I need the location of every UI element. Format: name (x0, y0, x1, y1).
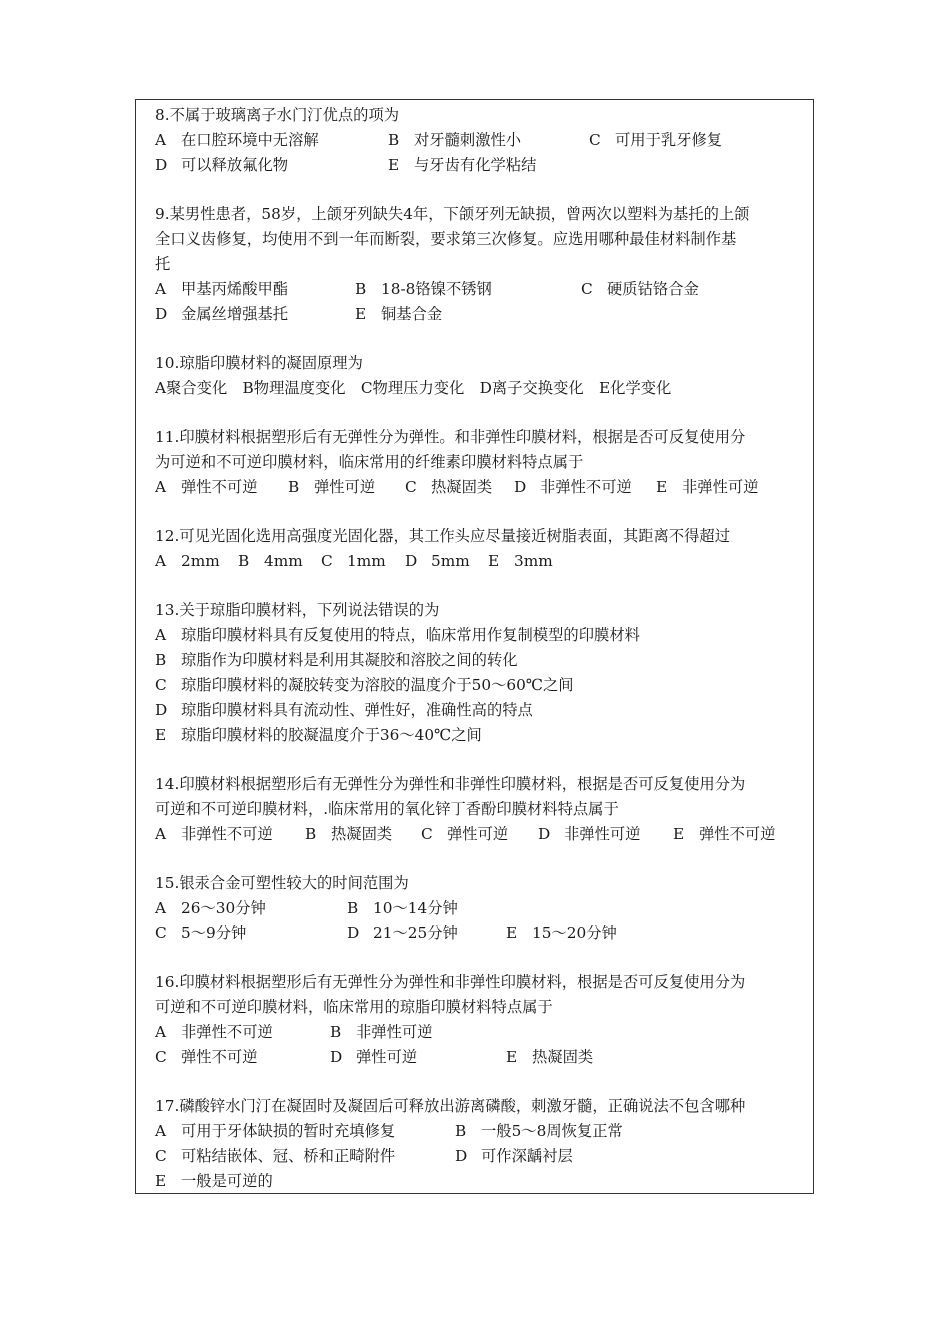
option-letter: C (155, 924, 167, 942)
option-letter: C (321, 552, 333, 570)
option-text: 琼脂作为印膜材料是利用其凝胶和溶胶之间的转化 (181, 651, 518, 669)
option-text: 非弹性不可逆 (181, 825, 273, 843)
option-text: 弹性可逆 (447, 825, 509, 843)
option-text: 热凝固类 (532, 1048, 594, 1066)
option-letter: C (421, 825, 433, 843)
option-row (155, 1144, 805, 1169)
option (388, 153, 536, 178)
option (656, 475, 759, 500)
question-stem: 9.某男性患者，58岁，上颌牙列缺失4年，下颌牙列无缺损，曾两次以塑料为基托的上颌 (155, 205, 750, 223)
question-stem: 8.不属于玻璃离子水门汀优点的项为 (155, 106, 400, 124)
option (455, 1144, 573, 1169)
option-letter: C (155, 1048, 167, 1066)
option-letter: D (155, 701, 168, 719)
option-row (155, 921, 805, 946)
question-spacer (155, 401, 805, 425)
option-letter: B (330, 1023, 342, 1041)
question-stem: 14.印膜材料根据塑形后有无弹性分为弹性和非弹性印膜材料，根据是否可反复使用分为 (155, 775, 746, 793)
option (506, 921, 617, 946)
option-text: 在口腔环境中无溶解 (181, 131, 319, 149)
option-text: 18-8铬镍不锈钢 (381, 280, 492, 298)
question-stem: 17.磷酸锌水门汀在凝固时及凝固后可释放出游离磷酸，刺激牙髓，正确说法不包含哪种 (155, 1097, 746, 1115)
option-row (155, 549, 805, 574)
question-spacer (155, 1070, 805, 1094)
option-text: 2mm (181, 552, 220, 570)
question-stem: 15.银汞合金可塑性较大的时间范围为 (155, 874, 409, 892)
option-text: 可用于牙体缺损的暂时充填修复 (181, 1122, 396, 1140)
option (155, 549, 220, 574)
option (305, 822, 392, 847)
question (155, 103, 805, 178)
option-letter: D (455, 1147, 468, 1165)
option-row (155, 673, 805, 698)
option (355, 302, 442, 327)
option-letter: B (155, 651, 167, 669)
question (155, 1094, 805, 1194)
option-letter: D (405, 552, 418, 570)
question-spacer (155, 574, 805, 598)
question-stem: 13.关于琼脂印膜材料，下列说法错误的为 (155, 601, 440, 619)
question (155, 772, 805, 847)
option-letter: C (581, 280, 593, 298)
option-letter: C (589, 131, 601, 149)
option-text: 可作深龋衬层 (481, 1147, 573, 1165)
option-text: 非弹性可逆 (682, 478, 759, 496)
question-spacer (155, 847, 805, 871)
option (405, 549, 470, 574)
option (155, 302, 288, 327)
option-text: 可粘结嵌体、冠、桥和正畸附件 (181, 1147, 396, 1165)
option-text: 热凝固类 (331, 825, 393, 843)
option-row (155, 302, 805, 327)
option-text: 21～25分钟 (373, 924, 458, 942)
option-letter: B (238, 552, 250, 570)
option (455, 1119, 623, 1144)
option-letter: A (155, 1023, 167, 1041)
option-row (155, 128, 805, 153)
option (155, 1020, 273, 1045)
option-row (155, 475, 805, 500)
question-spacer (155, 178, 805, 202)
option (155, 896, 266, 921)
option-letter: A (155, 1122, 167, 1140)
option-text: 4mm (264, 552, 303, 570)
option-row (155, 1169, 805, 1194)
option (155, 673, 574, 698)
question-stem-line: 托 (155, 255, 171, 273)
option-row (155, 648, 805, 673)
option (581, 277, 699, 302)
option-row (155, 1045, 805, 1070)
option-row (155, 277, 805, 302)
option-letter: E (673, 825, 685, 843)
option-text: 弹性不可逆 (699, 825, 776, 843)
option-text: 与牙齿有化学粘结 (414, 156, 537, 174)
option (155, 1144, 395, 1169)
question-spacer (155, 327, 805, 351)
option-text: 对牙髓刺激性小 (414, 131, 522, 149)
option-letter: A (155, 552, 167, 570)
question (155, 524, 805, 574)
option-letter: E (488, 552, 500, 570)
question (155, 598, 805, 748)
option-text: 琼脂印膜材料具有反复使用的特点，临床常用作复制模型的印膜材料 (181, 626, 640, 644)
option-text: 可以释放氟化物 (181, 156, 289, 174)
question (155, 202, 805, 327)
option-row (155, 623, 805, 648)
option (538, 822, 641, 847)
option-row (155, 1020, 805, 1045)
option-letter: E (355, 305, 367, 323)
option-text: 弹性不可逆 (181, 478, 258, 496)
option (155, 1169, 273, 1194)
option-letter: E (155, 1172, 167, 1190)
option-row (155, 698, 805, 723)
option-letter: E (388, 156, 400, 174)
option-letter: B (455, 1122, 467, 1140)
question-spacer (155, 946, 805, 970)
question-stem: 12.可见光固化选用高强度光固化器，其工作头应尽量接近树脂表面，其距离不得超过 (155, 527, 731, 545)
option (506, 1045, 593, 1070)
option-letter: D (330, 1048, 343, 1066)
option (155, 475, 258, 500)
option-letter: B (305, 825, 317, 843)
option-row (155, 153, 805, 178)
option (155, 153, 288, 178)
option-letter: C (155, 676, 167, 694)
option-letter: A (155, 626, 167, 644)
option-text: 1mm (347, 552, 386, 570)
option-text: 弹性不可逆 (181, 1048, 258, 1066)
option-letter: A (155, 478, 167, 496)
question (155, 871, 805, 946)
option-text: 可用于乳牙修复 (615, 131, 723, 149)
option-text: 弹性可逆 (314, 478, 376, 496)
option-text: 非弹性可逆 (356, 1023, 433, 1041)
option (155, 698, 533, 723)
option (288, 475, 375, 500)
option (155, 723, 482, 748)
option-text: 非弹性可逆 (564, 825, 641, 843)
option (330, 1020, 433, 1045)
option-text: 26～30分钟 (181, 899, 266, 917)
question-list (155, 103, 805, 1194)
option (488, 549, 553, 574)
question (155, 425, 805, 500)
option-letter: E (155, 726, 167, 744)
option (155, 277, 288, 302)
question (155, 970, 805, 1070)
option (155, 1045, 258, 1070)
question-stem-line: 为可逆和不可逆印膜材料，临床常用的纤维素印膜材料特点属于 (155, 453, 584, 471)
option-text: 非弹性不可逆 (540, 478, 632, 496)
option-text: 10～14分钟 (373, 899, 458, 917)
option-text: 琼脂印膜材料的胶凝温度介于36～40℃之间 (181, 726, 482, 744)
option-row (155, 723, 805, 748)
option (238, 549, 303, 574)
option-text: 5～9分钟 (181, 924, 247, 942)
option-text: 硬质钴铬合金 (607, 280, 699, 298)
option (673, 822, 776, 847)
option (388, 128, 521, 153)
option-letter: A (155, 825, 167, 843)
option (347, 896, 458, 921)
option-text: 琼脂印膜材料的凝胶转变为溶胶的温度介于50～60℃之间 (181, 676, 574, 694)
option (330, 1045, 417, 1070)
option-text: 琼脂印膜材料具有流动性、弹性好，准确性高的特点 (181, 701, 533, 719)
option (405, 475, 492, 500)
question-stem: 16.印膜材料根据塑形后有无弹性分为弹性和非弹性印膜材料，根据是否可反复使用分为 (155, 973, 746, 991)
option-letter: D (538, 825, 551, 843)
option (321, 549, 386, 574)
option (155, 921, 246, 946)
option-row (155, 822, 805, 847)
option (589, 128, 722, 153)
option (155, 1119, 395, 1144)
option (155, 822, 273, 847)
option-text: 3mm (514, 552, 553, 570)
question-stem-line: 可逆和不可逆印膜材料，.临床常用的氧化锌丁香酚印膜材料特点属于 (155, 800, 619, 818)
question-stem-line: A聚合变化 B物理温度变化 C物理压力变化 D离子交换变化 E化学变化 (155, 379, 672, 397)
question-spacer (155, 500, 805, 524)
option (155, 623, 640, 648)
option-letter: D (155, 305, 168, 323)
option-letter: A (155, 280, 167, 298)
option-row (155, 896, 805, 921)
question-spacer (155, 748, 805, 772)
option-letter: C (405, 478, 417, 496)
option-text: 一般5～8周恢复正常 (481, 1122, 623, 1140)
option-letter: E (506, 924, 518, 942)
option-text: 铜基合金 (381, 305, 443, 323)
option-text: 5mm (431, 552, 470, 570)
option-letter: B (388, 131, 400, 149)
option-text: 热凝固类 (431, 478, 493, 496)
option-letter: B (288, 478, 300, 496)
option-text: 弹性可逆 (356, 1048, 418, 1066)
option-letter: E (656, 478, 668, 496)
option-text: 15～20分钟 (532, 924, 617, 942)
option-text: 甲基丙烯酸甲酯 (181, 280, 289, 298)
option-text: 一般是可逆的 (181, 1172, 273, 1190)
option (514, 475, 632, 500)
option-letter: D (514, 478, 527, 496)
option (347, 921, 458, 946)
option-letter: B (347, 899, 359, 917)
option-letter: E (506, 1048, 518, 1066)
question-stem: 10.琼脂印膜材料的凝固原理为 (155, 354, 363, 372)
question (155, 351, 805, 401)
option (155, 648, 518, 673)
option-row (155, 1119, 805, 1144)
option-letter: B (355, 280, 367, 298)
option-letter: D (155, 156, 168, 174)
option-text: 非弹性不可逆 (181, 1023, 273, 1041)
question-stem-line: 全口义齿修复，均使用不到一年而断裂，要求第三次修复。应选用哪种最佳材料制作基 (155, 230, 737, 248)
option-text: 金属丝增强基托 (181, 305, 289, 323)
option (421, 822, 508, 847)
option-letter: A (155, 899, 167, 917)
option (355, 277, 492, 302)
option (155, 128, 319, 153)
option-letter: A (155, 131, 167, 149)
question-stem-line: 可逆和不可逆印膜材料，临床常用的琼脂印膜材料特点属于 (155, 998, 553, 1016)
question-stem: 11.印膜材料根据塑形后有无弹性分为弹性。和非弹性印膜材料，根据是否可反复使用分 (155, 428, 746, 446)
option-letter: C (155, 1147, 167, 1165)
option-letter: D (347, 924, 360, 942)
